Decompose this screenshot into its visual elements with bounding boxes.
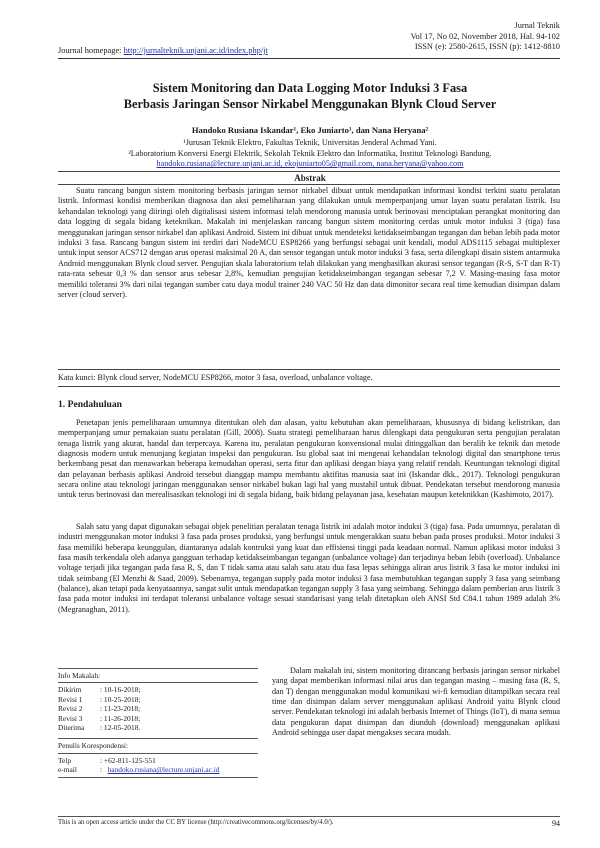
- phone-value: : +62-811-125-551: [100, 755, 156, 765]
- intro-paragraph-2: [58, 522, 560, 615]
- affiliation-2: ²Laboratorium Konversi Energi Elektrik, Sekolah Teknik Elektro dan Informatika, Institut Teknologi Bandung.: [128, 148, 492, 158]
- intro-paragraph-3: Dalam makalah ini, sistem monitoring dirancang berbasis jaringan sensor nirkabel yang dapat memberikan informasi nilai arus dan tegangan masing – masing fasa (R, S, dan T) dengan menggunakan modul komunikasi wi-fi kemudian ditampilkan secara real time dan disimpan dalam server menggunakan aplikasi Android yaitu Blynk cloud server. Pendekatan teknologi ini adalah berbasis Internet of Things (IoT), di mana semua data pengukuran dapat disimpan dan diunduh (download) menggunakan aplikasi Android sehingga user dapat mengakses secara mudah.: [272, 666, 560, 738]
- paper-title: [60, 80, 560, 112]
- article-info-box: [58, 666, 258, 780]
- phone-label: Telp: [58, 755, 72, 765]
- info-heading: Info Makalah:: [58, 671, 101, 680]
- intro-paragraph-1: [58, 418, 560, 501]
- info-value: : 12-05-2018.: [100, 723, 141, 733]
- info-value: : 11-23-2018;: [100, 704, 141, 714]
- email-value[interactable]: handoko.rusiana@lecture.unjani.ac.id: [107, 765, 220, 775]
- info-row: [58, 695, 258, 704]
- info-heading-rule: [58, 682, 258, 683]
- journal-name: Jurnal Teknik: [514, 21, 560, 30]
- info-label: Revisi 1: [58, 694, 83, 704]
- email-row: e-mail : handoko.rusiana@lecture.unjani.ac.id: [58, 765, 220, 775]
- info-label: Revisi 2: [58, 704, 83, 714]
- title-line-1: Sistem Monitoring dan Data Logging Motor Induksi 3 Fasa: [152, 81, 468, 95]
- info-value: : 10-25-2018;: [100, 694, 141, 704]
- abstract-bottom-rule: [58, 369, 560, 370]
- info-label: Revisi 3: [58, 713, 83, 723]
- info-value: : 10-16-2018;: [100, 685, 141, 695]
- info-value: : 11-26-2018;: [100, 713, 141, 723]
- paragraph-text: Penetapan jenis pemeliharaan umumnya ditentukan oleh dan alasan, yaitu kebutuhan akan pemeliharaan, khususnya di bidang kelistrikan, dan memperpanjang umur pemakaian suatu peralatan (Gill, 2008). Suatu strategi pemeliharaan harus dilengkapi data pengukuran serta pengujian peralatan tenaga listrik yang akurat, handal dan terpercaya. Karena itu, peralatan pengukuran konvensional mulai ditinggalkan dan beralih ke teknik dan metode diagnosis modern untuk menunjang kegiatan inspeksi dan pengukuran. Isu global saat ini mengenai kehandalan teknologi digital dan smartphone terus berkembang pesat dan menawarkan beberapa kemudahan operasi, serta fitur dan aplikasi dengan biaya yang relatif rendah. Keuntungan teknologi digital dan pelayanan berbasis aplikasi Android tersebut dianggap mampu membantu aktifitas manusia saat ini (Iskandar dkk., 2017). Teknologi pengukuran secara online atau teknologi jaringan menggunakan sensor nirkabel bukan lagi hal yang mustahil untuk dibuat. Pendekatan tersebut mendorong manusia untuk terus berinovasi dan merealisasikan teknologi ini di segala bidang, baik bidang pelayanan jasa, kesehatan maupun keteknikkan (Kashimoto, 2017).: [58, 418, 560, 500]
- journal-info: [411, 21, 560, 53]
- abstract-top-rule: [58, 171, 560, 172]
- homepage-label: Journal homepage:: [58, 46, 124, 55]
- info-top-rule: [58, 668, 258, 669]
- info-row: [58, 685, 258, 694]
- corr-rule: [58, 738, 258, 739]
- journal-homepage: [58, 46, 268, 55]
- header-divider: [58, 58, 560, 59]
- volume-info: Vol 17, No 02, November 2018, Hal. 94-102: [410, 31, 560, 41]
- license-footer: This is an open access article under the CC BY license (http://creativecommons.org/licenses/by/4.0/).: [58, 819, 334, 826]
- corr-heading-rule: [58, 753, 258, 754]
- abstract-heading-rule: [58, 184, 560, 185]
- author-emails[interactable]: handoko.rusiana@lecture.unjani.ac.id, ekojuniarto05@gmail.com, nana.heryana@yahoo.com: [156, 159, 464, 169]
- info-row: [58, 704, 258, 713]
- info-row: [58, 714, 258, 723]
- info-label: Dikirim: [58, 685, 82, 695]
- issn-info: ISSN (e): 2580-2615, ISSN (p): 1412-8810: [414, 42, 560, 52]
- footer-divider: [58, 816, 560, 817]
- corr-heading: Penulis Korespondensi:: [58, 741, 129, 751]
- page-number: 94: [552, 819, 560, 828]
- phone-row: [58, 756, 258, 765]
- keywords: Kata kunci: Blynk cloud server, NodeMCU ESP8266, motor 3 fasa, overload, unbalance voltage.: [58, 373, 373, 382]
- affiliation-1: ¹Jurusan Teknik Elektro, Fakultas Teknik, Universitas Jenderal Achmad Yani.: [183, 138, 437, 147]
- author-list: Handoko Rusiana Iskandar¹, Eko Juniarto¹, dan Nana Heryana²: [191, 125, 429, 135]
- info-bottom-rule: [58, 777, 258, 778]
- title-line-2: Berbasis Jaringan Sensor Nirkabel Menggunakan Blynk Cloud Server: [123, 97, 497, 111]
- paragraph-text: Salah satu yang dapat digunakan sebagai objek penelitian peralatan tenaga listrik ini adalah motor induksi 3 (tiga) fasa. Pada umumnya, peralatan di industri menggunakan motor induksi 3 fasa pada proses produksi, yang berfungsi untuk mengerakkan suatu beban pada proses produksi. Motor induksi 3 fasa memiliki beberapa keunggulan, diantaranya adalah kontruksi yang kuat dan effisiensi tinggi pada keadaan normal. Namun aplikasi motor induksi 3 fasa masih terkendala oleh adanya gangguan terhadap ketidakseimbangan tegangan (unbalance voltage) dan terjadinya beban lebih (overload). Unbalance voltage terjadi jika tegangan pada fasa R, S, dan T tidak sama atau salah satu atau dua fasa lepas sehingga aliran arus listrik 3 fasa ke motor induksi ini tidak seimbang (El Menzhi & Saad, 2009). Sebenarnya, tegangan supply pada motor induksi 3 fasa membutuhkan tegangan supply 3 fasa yang seimbang (balance), akan tetapi pada kenyataannya, sangat sulit untuk mendapatkan tegangan supply 3 fasa yang seimbang. Sehingga dalam pemberian arus listrik 3 fasa pada motor induksi ini terdapat toleransi unbalance voltage sesuai standarisasi yang telah ditetapkan oleh ANSI Std C84.1 tahun 1989 adalah 3% (Megranaghan, 2011).: [58, 522, 560, 614]
- keywords-rule: [58, 386, 560, 387]
- info-row: [58, 723, 258, 732]
- affiliations: [60, 138, 560, 170]
- abstract-heading: Abstrak: [294, 173, 326, 183]
- email-label: e-mail: [58, 765, 77, 775]
- homepage-link[interactable]: http://jurnalteknik.unjani.ac.id/index.php/jt: [123, 46, 268, 55]
- section-heading-introduction: 1. Pendahuluan: [58, 399, 122, 410]
- abstract-text: Suatu rancang bangun sistem monitoring berbasis jaringan sensor nirkabel dibuat untuk mendapatkan informasi kondisi terkini suatu peralatan listrik. Informasi kondisi memberikan diagnosa dan aksi pemeliharaan yang dilakukan untuk memperpanjang umur layan suatu peralatan listrik. Isu kehandalan teknologi yang diiringi oleh digitalisasi sistem informasi telah mendorong manusia untuk berinovasi menciptakan perangkat monitoring dan data logging di segala bidang keteknikan. Makalah ini menjelaskan rancang bangun sistem monitoring cerdas untuk motor induksi 3 (tiga) fasa menggunakan jaringan sensor nirkabel dan aplikasi Android. Sistem ini dibuat untuk mendeteksi ketidakseimbangan tegangan dan beban lebih pada motor induksi 3 fasa. Rancang bangun sistem ini terdiri dari NodeMCU ESP8266 yang berfungsi sebagai unit kendali, modul ADS1115 sebagai multiplexer untuk input sensor ACS712 dengan arus operasi maksimal 20 A, dan sensor tegangan untuk motor induksi 3 fasa, serta dilengkapi disain sistem antarmuka Android menggunakan Blynk cloud server. Pengujian skala laboratorium telah dilakukan yang menghasilkan akurasi sensor tegangan (R-S, S-T dan R-T) rata-rata sebesar 0,3 % dan sensor arus sebesar 2,8%, kemudian pengujian ketidakseimbangan tegangan sebesar 7,2 V. Masing-masing fasa motor memiliki toleransi 3% dari nilai tegangan sumber catu daya modul trainer 240 VAC 50 Hz dan data dimonitor secara real time kemudian disimpan dalam server (cloud server).: [58, 186, 560, 300]
- info-label: Diterima: [58, 723, 85, 733]
